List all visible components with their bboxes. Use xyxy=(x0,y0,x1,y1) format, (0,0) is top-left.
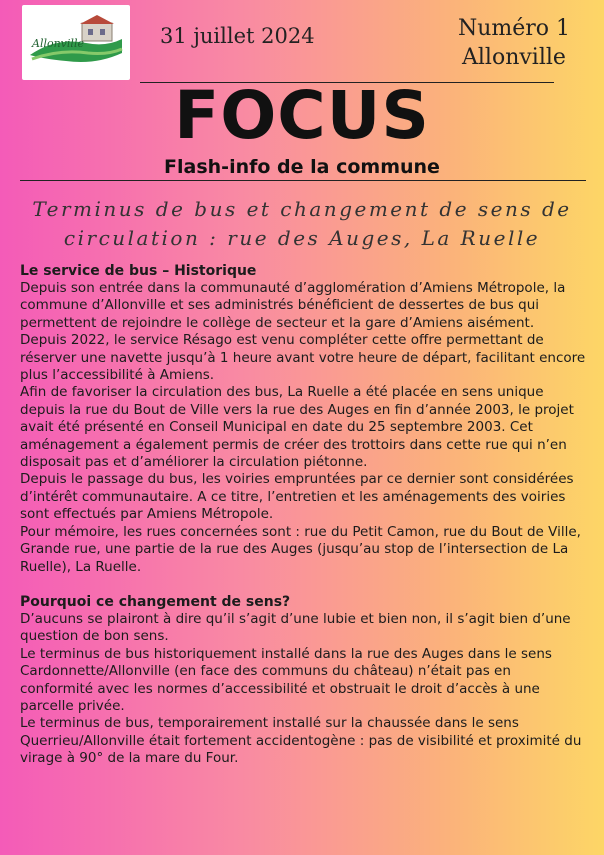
paragraph: Le terminus de bus historiquement installé dans la rue des Auges dans le sens Cardonnette/Allonville (en face des communs du château) n’était pas en conformité avec les normes d’accessibilité et obstruait le droit d’accès à une parcelle privée. xyxy=(20,645,552,714)
section-spacer xyxy=(20,576,586,593)
article-title: Terminus de bus et changement de sens de circulation : rue des Auges, La Ruelle xyxy=(32,197,572,250)
paragraph: Afin de favoriser la circulation des bus, La Ruelle a été placée en sens unique depuis la rue du Bout de Ville vers la rue des Auges en fin d’année 2003, le projet avait été présenté en Conseil Municipal en date du 25 septembre 2003. Cet aménagement a également permis de créer des trottoirs dans cette rue qui n’en disposait pas et d’améliorer la circulation piétonne. xyxy=(20,384,574,471)
masthead-title: FOCUS xyxy=(174,77,430,154)
section-heading-why: Pourquoi ce changement de sens? xyxy=(20,593,291,610)
svg-text:Allonville: Allonville xyxy=(32,37,84,50)
issue-info xyxy=(458,14,570,72)
paragraph: Pour mémoire, les rues concernées sont : rue du Petit Camon, rue du Bout de Ville, Grande rue, une partie de la rue des Auges (jusqu’au stop de l’intersection de La Ruelle), La Ruelle. xyxy=(20,523,581,575)
issue-number: Numéro 1 xyxy=(457,16,570,41)
masthead-subtitle: Flash-info de la commune xyxy=(164,156,440,178)
masthead-rule xyxy=(20,180,586,181)
issue-place: Allonville xyxy=(462,45,566,70)
section-heading-history: Le service de bus – Historique xyxy=(20,263,257,279)
paragraph: Le terminus de bus, temporairement installé sur la chaussée dans le sens Querrieu/Allonville était fortement accidentogène : pas de visibilité et proximité du virage à 90° de la mare du Four. xyxy=(20,715,582,767)
allonville-logo-icon xyxy=(26,13,126,71)
commune-logo xyxy=(22,5,130,80)
article-body xyxy=(20,262,586,768)
paragraph: Depuis son entrée dans la communauté d’agglomération d’Amiens Métropole, la commune d’Allonville et ses administrés bénéficient de dessertes de bus qui permettent de rejoindre le collège de secteur et la gare d’Amiens aisément. xyxy=(20,280,566,331)
issue-date: 31 juillet 2024 xyxy=(160,24,315,48)
paragraph: D’aucuns se plairont à dire qu’il s’agit d’une lubie et bien non, il s’agit bien d’une question de bon sens. xyxy=(20,610,571,645)
paragraph: Depuis le passage du bus, les voiries empruntées par ce dernier sont considérées d’intérêt communautaire. A ce titre, l’entretien et les aménagements des voiries sont effectués par Amiens Métropole. xyxy=(20,471,574,523)
paragraph: Depuis 2022, le service Résago est venu compléter cette offre permettant de réserver une navette jusqu’à 1 heure avant votre heure de départ, facilitant encore plus l’accessibilité à Amiens. xyxy=(20,332,586,384)
